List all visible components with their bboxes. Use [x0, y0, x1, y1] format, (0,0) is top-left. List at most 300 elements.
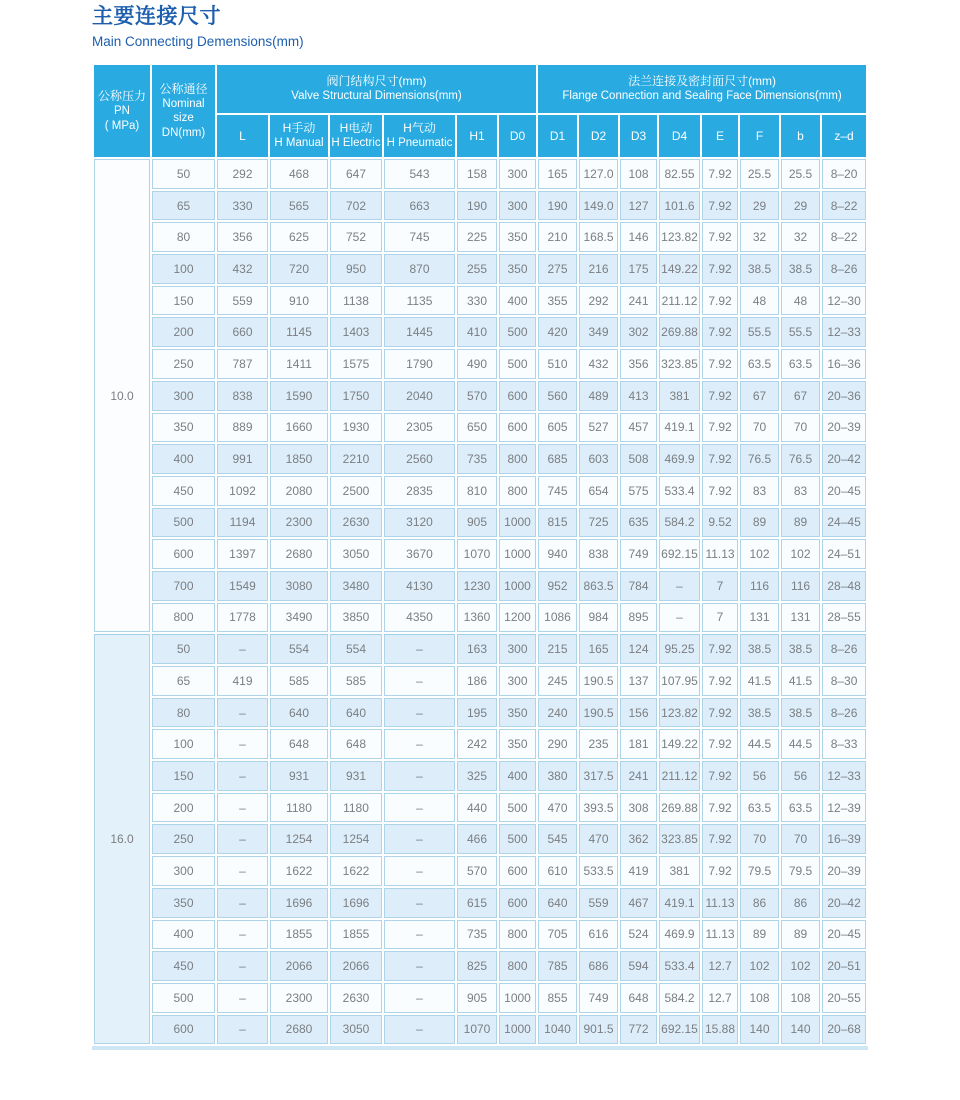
table-cell: 63.5 [740, 349, 779, 379]
dn-cell: 250 [152, 824, 215, 854]
table-cell: 210 [538, 222, 577, 252]
table-cell: 1590 [270, 381, 328, 411]
table-cell: 1070 [457, 1015, 497, 1045]
table-cell: 3080 [270, 571, 328, 601]
table-cell: 8–26 [822, 634, 866, 664]
header-col-d2: D2 [579, 115, 618, 157]
table-cell: 469.9 [659, 920, 700, 950]
table-cell: 7 [702, 571, 738, 601]
table-cell: 16–36 [822, 349, 866, 379]
table-cell: 570 [457, 856, 497, 886]
table-cell: 825 [457, 951, 497, 981]
table-cell: 102 [781, 539, 820, 569]
table-cell: 83 [740, 476, 779, 506]
table-cell: 44.5 [740, 729, 779, 759]
table-cell: 156 [620, 698, 657, 728]
header-col-h-pneumatic-cn: H气动 [403, 121, 436, 136]
table-row [94, 824, 866, 854]
table-cell: 102 [781, 951, 820, 981]
table-cell: 158 [457, 159, 497, 189]
table-cell: 29 [740, 191, 779, 221]
table-cell: 2080 [270, 476, 328, 506]
table-cell: 554 [270, 634, 328, 664]
table-cell: 1445 [384, 317, 455, 347]
table-cell: 640 [330, 698, 382, 728]
table-cell: 48 [740, 286, 779, 316]
table-cell: 419 [620, 856, 657, 886]
table-cell: 242 [457, 729, 497, 759]
table-cell: 362 [620, 824, 657, 854]
table-cell: 3120 [384, 508, 455, 538]
page [92, 0, 868, 1046]
table-cell: 12–30 [822, 286, 866, 316]
table-cell: 616 [579, 920, 618, 950]
table-cell: – [217, 698, 268, 728]
table-cell: 356 [217, 222, 268, 252]
table-cell: 910 [270, 286, 328, 316]
table-cell: 24–45 [822, 508, 866, 538]
table-row [94, 286, 866, 316]
table-cell: 79.5 [740, 856, 779, 886]
table-cell: 3050 [330, 1015, 382, 1045]
table-cell: 89 [740, 920, 779, 950]
table-cell: 38.5 [781, 698, 820, 728]
table-cell: – [384, 920, 455, 950]
table-cell: 381 [659, 381, 700, 411]
header-group-flange-sealing [538, 65, 866, 113]
table-cell: 8–22 [822, 222, 866, 252]
table-cell: 2835 [384, 476, 455, 506]
table-cell: 7.92 [702, 191, 738, 221]
table-cell: 1855 [330, 920, 382, 950]
table-cell: – [217, 920, 268, 950]
table-cell: 468 [270, 159, 328, 189]
table-cell: 76.5 [740, 444, 779, 474]
dn-cell: 600 [152, 1015, 215, 1045]
table-cell: 1360 [457, 603, 497, 633]
table-cell: 1750 [330, 381, 382, 411]
header-col-d1: D1 [538, 115, 577, 157]
table-cell: 20–39 [822, 413, 866, 443]
dn-cell: 65 [152, 666, 215, 696]
table-cell: – [384, 698, 455, 728]
table-cell: 300 [499, 191, 536, 221]
table-cell: 7.92 [702, 254, 738, 284]
table-cell: 7.92 [702, 634, 738, 664]
table-cell: 123.82 [659, 698, 700, 728]
table-cell: 685 [538, 444, 577, 474]
table-cell: 83 [781, 476, 820, 506]
table-cell: 749 [579, 983, 618, 1013]
table-cell: 432 [579, 349, 618, 379]
table-cell: 101.6 [659, 191, 700, 221]
table-cell: 292 [579, 286, 618, 316]
table-cell: 1254 [330, 824, 382, 854]
table-cell: 32 [781, 222, 820, 252]
table-cell: 610 [538, 856, 577, 886]
table-cell: 7.92 [702, 444, 738, 474]
table-cell: 600 [499, 856, 536, 886]
table-cell: 1855 [270, 920, 328, 950]
table-cell: – [384, 824, 455, 854]
table-cell: 9.52 [702, 508, 738, 538]
table-cell: 292 [217, 159, 268, 189]
table-cell: 745 [538, 476, 577, 506]
table-cell: 784 [620, 571, 657, 601]
table-cell: 1930 [330, 413, 382, 443]
table-cell: 440 [457, 793, 497, 823]
table-cell: – [384, 666, 455, 696]
header-col-b: b [781, 115, 820, 157]
table-row [94, 159, 866, 189]
table-cell: 1411 [270, 349, 328, 379]
table-cell: 991 [217, 444, 268, 474]
table-row [94, 856, 866, 886]
table-cell: 11.13 [702, 920, 738, 950]
dn-cell: 450 [152, 951, 215, 981]
table-cell: 648 [270, 729, 328, 759]
table-row [94, 1015, 866, 1045]
table-cell: 235 [579, 729, 618, 759]
table-cell: 79.5 [781, 856, 820, 886]
table-cell: 584.2 [659, 983, 700, 1013]
table-cell: 55.5 [781, 317, 820, 347]
table-cell: 32 [740, 222, 779, 252]
table-cell: 89 [781, 508, 820, 538]
table-cell: 2066 [270, 951, 328, 981]
header-group-valve-en: Valve Structural Dimensions(mm) [291, 90, 462, 103]
dn-cell: 450 [152, 476, 215, 506]
header-col-h-manual-en: H Manual [274, 137, 324, 150]
table-cell: 895 [620, 603, 657, 633]
table-cell: 8–30 [822, 666, 866, 696]
header-group-row [94, 65, 866, 113]
table-cell: 1403 [330, 317, 382, 347]
table-cell: 1000 [499, 508, 536, 538]
table-cell: 749 [620, 539, 657, 569]
table-cell: 543 [384, 159, 455, 189]
table-cell: 124 [620, 634, 657, 664]
table-row [94, 983, 866, 1013]
table-cell: 20–55 [822, 983, 866, 1013]
table-cell: 3850 [330, 603, 382, 633]
table-cell: 905 [457, 983, 497, 1013]
table-cell: 500 [499, 793, 536, 823]
table-cell: 102 [740, 951, 779, 981]
table-cell: 211.12 [659, 761, 700, 791]
table-cell: 500 [499, 317, 536, 347]
dn-cell: 400 [152, 444, 215, 474]
table-cell: 901.5 [579, 1015, 618, 1045]
table-cell: 38.5 [781, 634, 820, 664]
table-cell: 131 [740, 603, 779, 633]
table-cell: – [217, 634, 268, 664]
table-cell: 190 [538, 191, 577, 221]
table-cell: 149.0 [579, 191, 618, 221]
header-col-h-manual-cn: H手动 [282, 121, 316, 136]
table-cell: 195 [457, 698, 497, 728]
table-cell: 165 [579, 634, 618, 664]
table-cell: – [217, 888, 268, 918]
table-cell: 131 [781, 603, 820, 633]
table-cell: 457 [620, 413, 657, 443]
table-cell: 838 [217, 381, 268, 411]
table-row [94, 920, 866, 950]
table-cell: 269.88 [659, 317, 700, 347]
table-cell: 28–55 [822, 603, 866, 633]
table-cell: – [217, 856, 268, 886]
header-col-h-pneumatic [384, 115, 455, 157]
table-cell: 7.92 [702, 222, 738, 252]
table-cell: 41.5 [781, 666, 820, 696]
table-row [94, 698, 866, 728]
table-cell: 410 [457, 317, 497, 347]
table-cell: 800 [499, 920, 536, 950]
table-row [94, 951, 866, 981]
table-cell: 7.92 [702, 793, 738, 823]
table-cell: 350 [499, 222, 536, 252]
table-cell: 325 [457, 761, 497, 791]
table-row [94, 381, 866, 411]
table-row [94, 793, 866, 823]
table-cell: – [217, 951, 268, 981]
table-cell: 467 [620, 888, 657, 918]
table-cell: 67 [781, 381, 820, 411]
table-cell: 12–33 [822, 761, 866, 791]
table-cell: 686 [579, 951, 618, 981]
table-cell: 20–39 [822, 856, 866, 886]
dn-cell: 400 [152, 920, 215, 950]
table-cell: 663 [384, 191, 455, 221]
header-pn-line-unit: ( MPa) [104, 119, 140, 132]
table-cell: 255 [457, 254, 497, 284]
table-cell: 63.5 [781, 349, 820, 379]
dn-cell: 80 [152, 698, 215, 728]
table-cell: 2630 [330, 508, 382, 538]
table-cell: 245 [538, 666, 577, 696]
table-cell: – [384, 983, 455, 1013]
dn-cell: 100 [152, 254, 215, 284]
dn-cell: 600 [152, 539, 215, 569]
table-cell: 323.85 [659, 349, 700, 379]
table-cell: – [217, 824, 268, 854]
table-cell: 931 [330, 761, 382, 791]
table-cell: 533.5 [579, 856, 618, 886]
table-cell: 240 [538, 698, 577, 728]
table-cell: 745 [384, 222, 455, 252]
table-cell: 413 [620, 381, 657, 411]
table-cell: 2066 [330, 951, 382, 981]
table-cell: – [384, 729, 455, 759]
table-cell: 640 [270, 698, 328, 728]
table-cell: – [217, 983, 268, 1013]
table-cell: 381 [659, 856, 700, 886]
table-cell: 650 [457, 413, 497, 443]
table-cell: 215 [538, 634, 577, 664]
header-dn [152, 65, 215, 157]
table-cell: 8–22 [822, 191, 866, 221]
table-cell: 7.92 [702, 159, 738, 189]
table-cell: 28–48 [822, 571, 866, 601]
table-cell: 308 [620, 793, 657, 823]
table-cell: 1622 [270, 856, 328, 886]
table-cell: 2305 [384, 413, 455, 443]
table-cell: 2300 [270, 508, 328, 538]
table-cell: 380 [538, 761, 577, 791]
table-cell: 615 [457, 888, 497, 918]
table-cell: 603 [579, 444, 618, 474]
table-cell: 350 [499, 254, 536, 284]
table-cell: 1397 [217, 539, 268, 569]
table-cell: 350 [499, 698, 536, 728]
dn-cell: 50 [152, 634, 215, 664]
table-row [94, 349, 866, 379]
table-cell: – [384, 951, 455, 981]
table-cell: – [384, 793, 455, 823]
table-cell: 349 [579, 317, 618, 347]
table-cell: 905 [457, 508, 497, 538]
table-cell: 8–20 [822, 159, 866, 189]
table-cell: 7.92 [702, 413, 738, 443]
table-cell: 190 [457, 191, 497, 221]
table-cell: 720 [270, 254, 328, 284]
table-cell: 356 [620, 349, 657, 379]
table-cell: 2680 [270, 539, 328, 569]
table-cell: – [384, 888, 455, 918]
header-col-f: F [740, 115, 779, 157]
table-cell: 190.5 [579, 698, 618, 728]
table-cell: 889 [217, 413, 268, 443]
table-cell: 1070 [457, 539, 497, 569]
table-cell: 3050 [330, 539, 382, 569]
table-cell: 490 [457, 349, 497, 379]
table-cell: 12.7 [702, 951, 738, 981]
table-cell: 107.95 [659, 666, 700, 696]
table-cell: 181 [620, 729, 657, 759]
table-cell: 585 [270, 666, 328, 696]
table-cell: 7.92 [702, 698, 738, 728]
table-cell: 330 [457, 286, 497, 316]
table-cell: 1180 [270, 793, 328, 823]
table-cell: 300 [499, 159, 536, 189]
table-cell: 317.5 [579, 761, 618, 791]
dn-cell: 200 [152, 793, 215, 823]
table-cell: 108 [781, 983, 820, 1013]
table-cell: 29 [781, 191, 820, 221]
table-cell: 855 [538, 983, 577, 1013]
table-row [94, 729, 866, 759]
table-cell: 4350 [384, 603, 455, 633]
table-cell: 7.92 [702, 286, 738, 316]
table-cell: 432 [217, 254, 268, 284]
table-cell: 400 [499, 761, 536, 791]
table-cell: 393.5 [579, 793, 618, 823]
header-col-h-electric-en: H Electric [331, 137, 381, 150]
dn-cell: 700 [152, 571, 215, 601]
pn-value-cell: 10.0 [94, 159, 150, 632]
table-cell: 950 [330, 254, 382, 284]
table-cell: 225 [457, 222, 497, 252]
table-cell: 420 [538, 317, 577, 347]
table-cell: 350 [499, 729, 536, 759]
table-cell: 63.5 [740, 793, 779, 823]
table-cell: 146 [620, 222, 657, 252]
dn-cell: 300 [152, 856, 215, 886]
header-col-h-pneumatic-en: H Pneumatic [386, 137, 453, 150]
table-row [94, 254, 866, 284]
table-cell: 870 [384, 254, 455, 284]
table-cell: 559 [579, 888, 618, 918]
table-cell: 810 [457, 476, 497, 506]
table-cell: 533.4 [659, 951, 700, 981]
dimensions-table [92, 63, 868, 1046]
table-cell: 24–51 [822, 539, 866, 569]
table-row [94, 191, 866, 221]
table-cell: 1040 [538, 1015, 577, 1045]
table-cell: 600 [499, 888, 536, 918]
table-row [94, 666, 866, 696]
table-cell: 16–39 [822, 824, 866, 854]
table-cell: 1549 [217, 571, 268, 601]
header-col-h-electric [330, 115, 382, 157]
header-pn-line-en: PN [114, 105, 130, 118]
table-row [94, 476, 866, 506]
table-cell: 1660 [270, 413, 328, 443]
table-cell: 8–26 [822, 254, 866, 284]
table-cell: 1575 [330, 349, 382, 379]
dn-cell: 800 [152, 603, 215, 633]
table-cell: 7.92 [702, 349, 738, 379]
table-cell: 466 [457, 824, 497, 854]
table-cell: 7.92 [702, 381, 738, 411]
table-cell: 70 [781, 824, 820, 854]
table-cell: 70 [740, 824, 779, 854]
table-cell: 190.5 [579, 666, 618, 696]
table-cell: 11.13 [702, 888, 738, 918]
table-cell: – [217, 729, 268, 759]
table-cell: 863.5 [579, 571, 618, 601]
header-col-h-manual [270, 115, 328, 157]
table-cell: 2210 [330, 444, 382, 474]
header-group-valve-cn: 阀门结构尺寸(mm) [326, 74, 427, 89]
table-cell: 585 [330, 666, 382, 696]
table-cell: 38.5 [740, 254, 779, 284]
table-cell: 2560 [384, 444, 455, 474]
table-cell: 1778 [217, 603, 268, 633]
table-cell: 355 [538, 286, 577, 316]
table-cell: 86 [781, 888, 820, 918]
table-cell: 7.92 [702, 824, 738, 854]
table-cell: 300 [499, 634, 536, 664]
table-cell: 275 [538, 254, 577, 284]
table-cell: 640 [538, 888, 577, 918]
table-cell: – [659, 571, 700, 601]
header-col-l: L [217, 115, 268, 157]
header-col-h-electric-cn: H电动 [339, 121, 373, 136]
table-cell: – [384, 634, 455, 664]
table-cell: 545 [538, 824, 577, 854]
table-cell: 2630 [330, 983, 382, 1013]
table-cell: 41.5 [740, 666, 779, 696]
table-cell: 692.15 [659, 539, 700, 569]
table-cell: 838 [579, 539, 618, 569]
table-cell: 800 [499, 951, 536, 981]
table-cell: 149.22 [659, 254, 700, 284]
table-cell: 211.12 [659, 286, 700, 316]
table-cell: 7.92 [702, 761, 738, 791]
table-cell: 290 [538, 729, 577, 759]
table-cell: 2040 [384, 381, 455, 411]
